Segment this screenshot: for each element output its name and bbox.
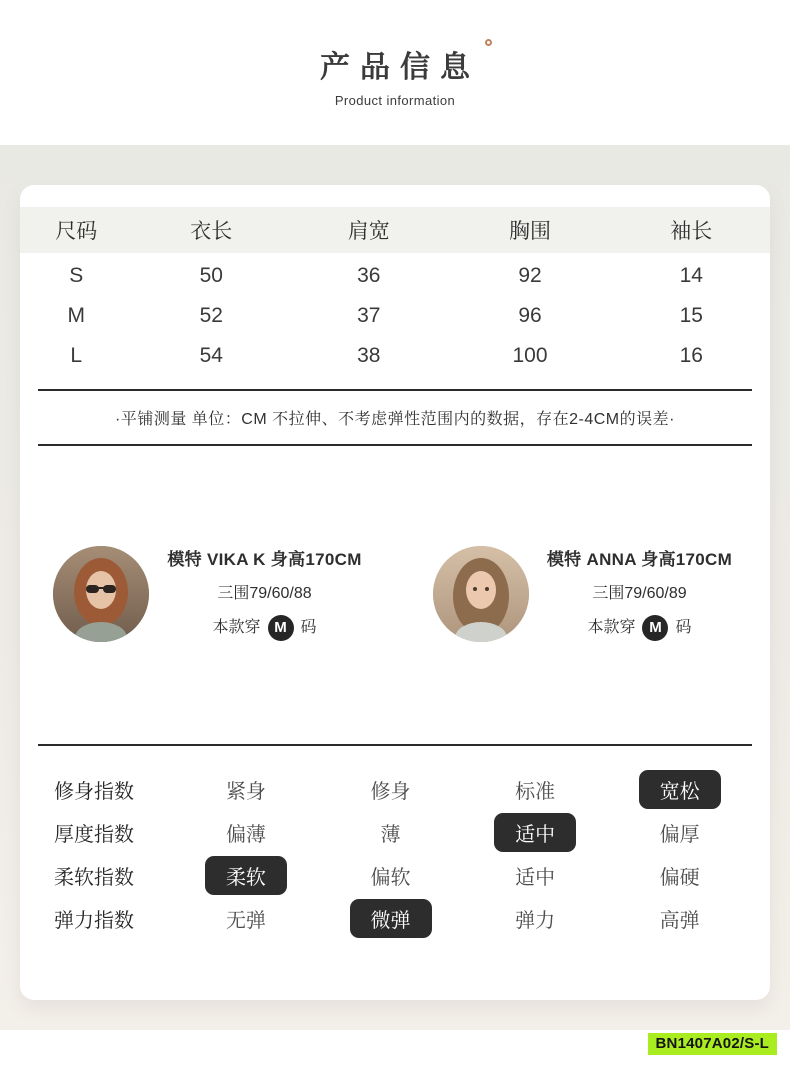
fit-row-label: 修身指数	[54, 781, 134, 803]
fit-option: 适中	[515, 867, 556, 889]
model-wear-size	[167, 611, 361, 645]
cell-length: 54	[199, 344, 223, 367]
fit-row-softness	[38, 854, 752, 897]
fit-option: 薄	[380, 824, 401, 846]
page-title-text: 产品信息	[320, 51, 480, 84]
fit-option: 弹力	[515, 910, 556, 932]
model-photo-vika	[53, 546, 149, 642]
fit-option: 修身	[370, 781, 411, 803]
wear-prefix: 本款穿	[587, 619, 636, 636]
model-name-height: 模特 ANNA 身高170CM	[546, 550, 733, 569]
size-table-col-bust: 胸围	[509, 220, 551, 243]
fit-index-section	[38, 744, 752, 940]
fit-row-thickness	[38, 811, 752, 854]
model-anna	[395, 546, 770, 642]
cell-bust: 96	[518, 304, 542, 327]
cell-length: 52	[199, 304, 223, 327]
fit-option: 标准	[515, 781, 556, 803]
cell-size: S	[69, 264, 84, 287]
fit-option-selected	[607, 770, 752, 809]
fit-row-slimness	[38, 768, 752, 811]
model-vika	[20, 546, 395, 642]
cell-shoulder: 36	[357, 264, 381, 287]
model-wear-size	[547, 611, 732, 645]
page-background	[0, 145, 790, 1030]
table-row-l	[20, 336, 770, 376]
selected-pill: 宽松	[639, 770, 721, 809]
cell-shoulder: 38	[357, 344, 381, 367]
cell-sleeve: 14	[679, 264, 703, 287]
wear-suffix: 码	[300, 619, 317, 636]
models-section	[20, 546, 770, 642]
title-dot-icon	[485, 39, 492, 46]
product-info-card	[20, 185, 770, 1000]
model-info	[547, 543, 732, 645]
size-table-body	[20, 256, 770, 376]
cell-bust: 92	[518, 264, 542, 287]
size-table-col-shoulder: 肩宽	[347, 220, 390, 243]
size-m-badge: M	[268, 615, 294, 641]
fit-option: 偏软	[370, 867, 411, 889]
wear-prefix: 本款穿	[212, 619, 261, 636]
fit-row-elasticity	[38, 897, 752, 940]
cell-sleeve: 15	[679, 304, 703, 327]
selected-pill: 微弹	[350, 899, 432, 938]
page-subtitle: Product information	[334, 93, 456, 108]
model-measurements: 三围79/60/89	[592, 585, 687, 602]
fit-row-label: 弹力指数	[54, 910, 134, 932]
cell-bust: 100	[512, 344, 548, 367]
page-title	[310, 42, 480, 86]
sku-badge: BN1407A02/S-L	[648, 1033, 777, 1055]
cell-shoulder: 37	[357, 304, 381, 327]
fit-option-selected	[318, 899, 463, 938]
model-photo-anna	[433, 546, 529, 642]
size-table-col-sleeve: 袖长	[670, 220, 713, 243]
measurement-note: ·平铺测量 单位：CM 不拉伸、不考虑弹性范围内的数据，存在2-4CM的误差·	[38, 389, 752, 446]
model-info	[167, 543, 361, 645]
table-row-m	[20, 296, 770, 336]
wear-suffix: 码	[675, 619, 692, 636]
fit-option-selected	[174, 856, 319, 895]
model-portrait-icon	[53, 546, 149, 642]
fit-option: 偏厚	[659, 824, 700, 846]
fit-option: 无弹	[225, 910, 266, 932]
selected-pill: 适中	[494, 813, 576, 852]
size-table-col-size: 尺码	[55, 220, 98, 243]
cell-size: L	[70, 344, 83, 367]
size-m-badge: M	[642, 615, 668, 641]
table-row-s	[20, 256, 770, 296]
fit-row-label: 厚度指数	[54, 824, 134, 846]
cell-sleeve: 16	[679, 344, 703, 367]
fit-option: 偏薄	[225, 824, 266, 846]
model-portrait-icon	[433, 546, 529, 642]
page-header	[0, 0, 790, 145]
page-footer	[0, 1030, 790, 1072]
size-table-header-row	[20, 207, 770, 253]
fit-row-label: 柔软指数	[54, 867, 134, 889]
fit-option-selected	[463, 813, 608, 852]
cell-size: M	[67, 304, 85, 327]
fit-option: 高弹	[659, 910, 700, 932]
fit-option: 偏硬	[659, 867, 700, 889]
selected-pill: 柔软	[205, 856, 287, 895]
cell-length: 50	[199, 264, 223, 287]
fit-option: 紧身	[225, 781, 266, 803]
size-table-col-length: 衣长	[190, 220, 233, 243]
model-name-height: 模特 VIKA K 身高170CM	[167, 550, 362, 569]
model-measurements: 三围79/60/88	[217, 585, 312, 602]
